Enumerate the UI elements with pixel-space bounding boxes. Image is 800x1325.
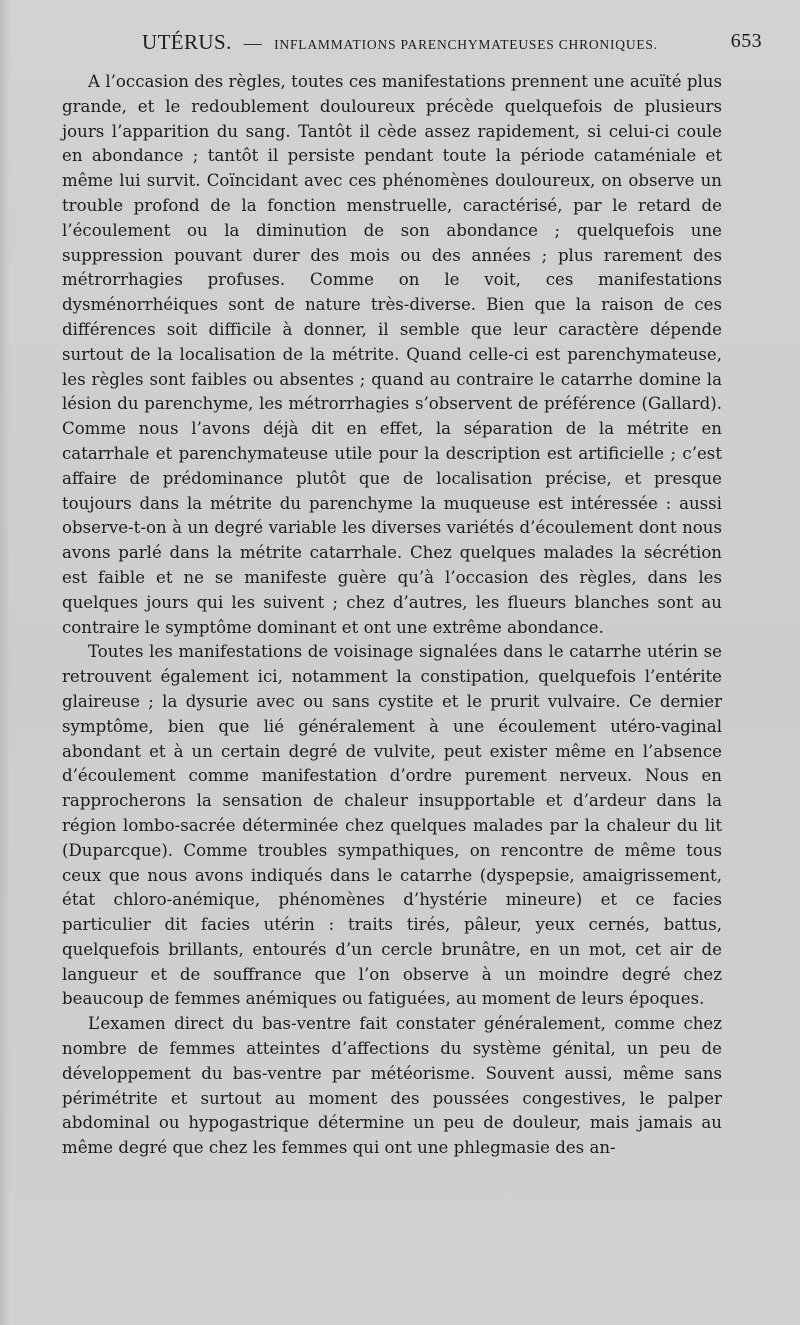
paragraph-3: L’examen direct du bas-ventre fait constater généralement, comme chez nombre de femmes atteintes d’affections du système génital, un peu de développement du bas-ventre par météorisme. Souvent aussi, même sans périmétrite et surtout au moment des poussées congestives, le palper abdominal ou hypogastrique détermine un peu de douleur, mais jamais au même degré que chez les femmes qui ont une phlegmasie des an- bbox=[62, 1014, 722, 1158]
running-head-section: UTÉRUS. bbox=[142, 30, 232, 54]
paragraph-2: Toutes les manifestations de voisinage signalées dans le catarrhe utérin se retrouvent également ici, notamment la constipation, quelquefois l’entérite glaireuse ; la dysurie avec ou sans cystite et le prurit vulvaire. Ce dernier symptôme, bien que lié généralement à une écoulement utéro-vaginal abondant et à un certain degré de vulvite, peut exister même en l’absence d’écoulement comme manifestation d’ordre purement nerveux. Nous en rapprocherons la sensation de chaleur insupportable et d’ardeur dans la région lombo-sacrée déterminée chez quelques malades par la chaleur du lit (Duparcque). Comme troubles sympathiques, on rencontre de même tous ceux que nous avons indiqués dans le catarrhe (dyspepsie, amaigrissement, état chloro-anémique, phénomènes d’hystérie mineure) et ce facies particulier dit facies utérin : traits tirés, pâleur, yeux cernés, battus, quelquefois brillants, entourés d’un cercle brunâtre, en un mot, cet air de langueur et de souffrance que l’on observe à un moindre degré chez beaucoup de femmes anémiques ou fatiguées, au moment de leurs époques. bbox=[62, 642, 722, 1009]
running-head bbox=[62, 30, 762, 64]
running-head-separator: — bbox=[243, 33, 263, 53]
paragraph-1: A l’occasion des règles, toutes ces manifestations prennent une acuïté plus grande, et le redoublement douloureux précède quelquefois de plusieurs jours l’apparition du sang. Tantôt il cède assez rapidement, si celui-ci coule en abondance ; tantôt il persiste pendant toute la période cataméniale et même lui survit. Coïncidant avec ces phénomènes douloureux, on observe un trouble profond de la fonction menstruelle, caractérisé, par le retard de l’écoulement ou la diminution de son abondance ; quelquefois une suppression pouvant durer des mois ou des années ; plus rarement des métrorrhagies profuses. Comme on le voit, ces manifestations dysménorrhéiques sont de nature très-diverse. Bien que la raison de ces différences soit difficile à donner, il semble que leur caractère dépende surtout de la localisation de la métrite. Quand celle-ci est parenchymateuse, les règles sont faibles ou absentes ; quand au contraire le catarrhe domine la lésion du parenchyme, les métrorrhagies s’observent de préférence (Gallard). Comme nous l’avons déjà dit en effet, la séparation de la métrite en catarrhale et parenchymateuse utile pour la description est artificielle ; c’est affaire de prédominance plutôt que de localisation précise, et presque toujours dans la métrite du parenchyme la muqueuse est intéressée : aussi observe-t-on à un degré variable les diverses variétés d’écoulement dont nous avons parlé dans la métrite catarrhale. Chez quelques malades la sécrétion est faible et ne se manifeste guère qu’à l’occasion des règles, dans les quelques jours qui les suivent ; chez d’autres, les flueurs blanches sont au contraire le symptôme dominant et ont une extrême abondance. bbox=[62, 72, 722, 637]
running-head-title: INFLAMMATIONS PARENCHYMATEUSES CHRONIQUES. bbox=[274, 37, 658, 52]
body-text bbox=[62, 70, 722, 1161]
page-number: 653 bbox=[730, 30, 762, 52]
page-edge-shadow bbox=[0, 0, 10, 1325]
